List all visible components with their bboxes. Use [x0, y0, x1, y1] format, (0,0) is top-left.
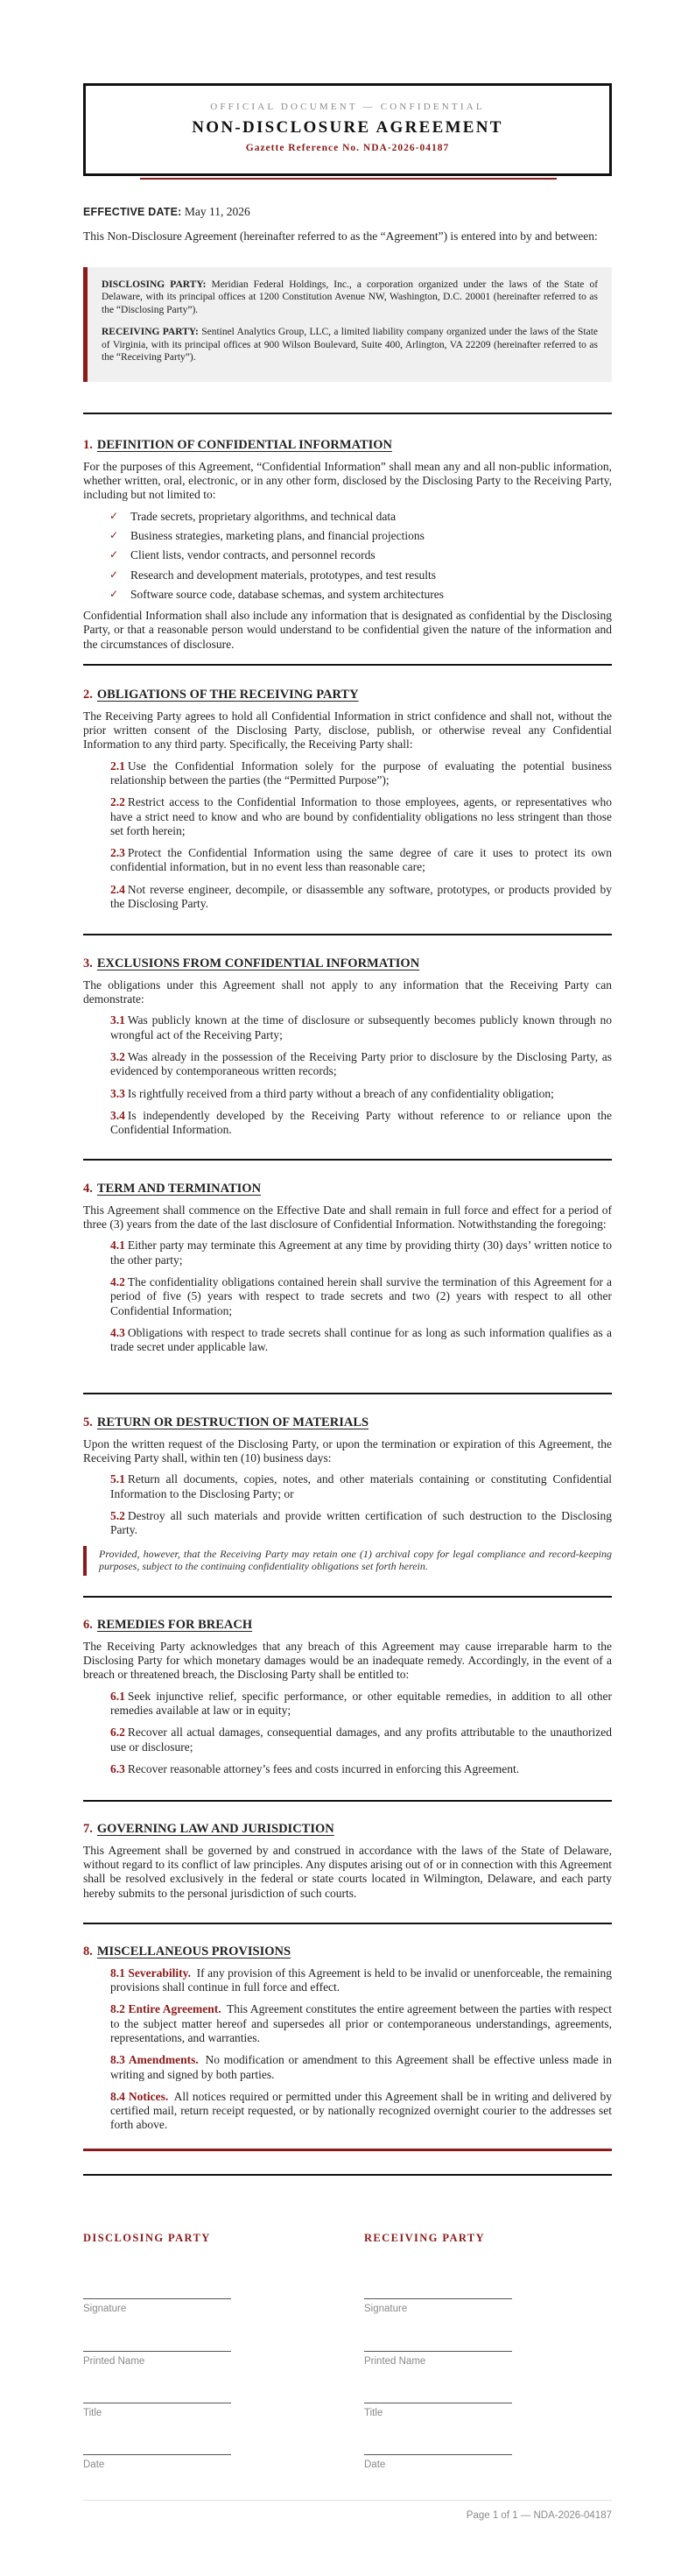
clause-text: Recover all actual damages, consequential damages, and any profits attributable to the unauthorized use or disclosure; — [110, 1726, 612, 1754]
clause-text: Restrict access to the Confidential Information to those employees, agents, or representatives who have a strict need to know and who are bound by confidentiality obligations no less stringent than those set forth herein; — [110, 795, 612, 837]
clause — [110, 1239, 612, 1267]
signature-label: Signature — [83, 2304, 127, 2314]
disclosing-party-text: Meridian Federal Holdings, Inc., a corporation organized under the laws of the State of Delaware, with its principal offices at 1200 Constitution Avenue NW, Washington, D.C. 20001 (hereinafter referred to as the “Disclosing Party”). — [102, 279, 599, 315]
disclosing-party — [102, 279, 598, 316]
clause-number: 3.1 — [110, 1013, 125, 1027]
date-line[interactable] — [364, 2454, 512, 2455]
date-label: Date — [364, 2460, 386, 2470]
section-heading — [83, 1822, 612, 1838]
section-1 — [83, 438, 612, 659]
section-paragraph: Confidential Information shall also include any information that is designated as confidential by the Disclosing Party, or that a reasonable person would understand to be confidential given the nature of the information and the circumstances of disclosure. — [83, 609, 612, 651]
section-title: TERM AND TERMINATION — [96, 1182, 262, 1196]
section-paragraph: The obligations under this Agreement shall not apply to any information that the Receiving Party can demonstrate: — [83, 977, 612, 1006]
list-item — [109, 548, 612, 562]
section-paragraph: The Receiving Party acknowledges that any breach of this Agreement may cause irreparable harm to the Disclosing Party for which monetary damages would be an inadequate remedy. Accordingly, in the event of a breach or threatened breach, the Disclosing Party shall be entitled to: — [83, 1639, 612, 1682]
disclosing-party-label: DISCLOSING PARTY: — [102, 279, 207, 290]
list-item-text: Research and development materials, prototypes, and test results — [130, 568, 437, 582]
section-2 — [83, 688, 612, 919]
clause-list — [110, 1013, 612, 1137]
document-title: NON-DISCLOSURE AGREEMENT — [192, 118, 503, 138]
date-label: Date — [83, 2460, 105, 2470]
check-icon: ✓ — [109, 548, 119, 561]
clause-number: 4.2 — [110, 1274, 125, 1288]
section-title: RETURN OR DESTRUCTION OF MATERIALS — [96, 1415, 369, 1429]
clause-text: The confidentiality obligations contained herein shall survive the termination of this Agreement for a period of five (5) years with respect to trade secrets and two (2) years with respect to all other Confidential Information; — [110, 1274, 612, 1317]
clause-number: 8.2 Entire Agreement. — [110, 2002, 221, 2016]
receiving-party-text: Sentinel Analytics Group, LLC, a limited liability company organized under the laws of the State of Virginia, with its principal offices at 900 Wilson Boulevard, Suite 400, Arlington, VA 22209 (hereinafter referred to as the “Receiving Party”). — [102, 327, 598, 363]
section-heading — [83, 688, 612, 703]
section-number: 1. — [83, 438, 93, 452]
clause — [110, 1050, 612, 1079]
clause-text: Was publicly known at the time of disclosure or subsequently becomes publicly known through no wrongful act of the Receiving Party; — [110, 1013, 612, 1041]
header-kicker: OFFICIAL DOCUMENT — CONFIDENTIAL — [210, 102, 485, 112]
check-icon: ✓ — [109, 528, 119, 541]
list-item-text: Software source code, database schemas, and system architectures — [130, 587, 444, 601]
document-header — [83, 83, 612, 176]
signature-block-heading: DISCLOSING PARTY — [83, 2232, 211, 2244]
clause-list — [110, 1472, 612, 1537]
receiving-party-signature-block — [364, 2232, 627, 2470]
clause — [110, 1762, 612, 1776]
section-divider — [83, 934, 612, 935]
section-5 — [83, 1415, 612, 1576]
section-3 — [83, 956, 612, 1145]
clause-text: All notices required or permitted under this Agreement shall be in writing and delivered by certified mail, return receipt requested, or by nationally recognized overnight courier to the addresses set forth above. — [110, 2089, 612, 2132]
section-title: REMEDIES FOR BREACH — [96, 1618, 253, 1632]
clause-number: 5.2 — [110, 1508, 125, 1522]
signature-line[interactable] — [364, 2298, 512, 2299]
receiving-party-label: RECEIVING PARTY: — [102, 327, 199, 338]
section-title: GOVERNING LAW AND JURISDICTION — [96, 1822, 334, 1836]
clause — [110, 1013, 612, 1042]
clause-number: 3.4 — [110, 1108, 125, 1122]
section-divider — [83, 413, 612, 414]
parties-panel — [83, 267, 612, 382]
section-title: MISCELLANEOUS PROVISIONS — [96, 1944, 291, 1958]
date-line[interactable] — [83, 2454, 231, 2455]
list-item — [109, 510, 612, 524]
clause-text: Either party may terminate this Agreement at any time by providing thirty (30) days’ written notice to the other party; — [110, 1239, 612, 1267]
clause — [110, 795, 612, 838]
section-heading — [83, 956, 612, 972]
clause-text: Protect the Confidential Information using the same degree of care it uses to protect its own confidential information, but in no event less than reasonable care; — [110, 846, 612, 874]
clause-number: 5.1 — [110, 1472, 125, 1486]
section-heading — [83, 438, 612, 454]
clause — [110, 846, 612, 875]
clause-number: 8.1 Severability. — [110, 1966, 192, 1980]
clause-number: 4.3 — [110, 1325, 125, 1339]
clause-number: 6.1 — [110, 1689, 125, 1703]
section-divider — [83, 1923, 612, 1924]
title-label: Title — [83, 2408, 102, 2418]
clause-number: 2.1 — [110, 759, 125, 773]
clause-text: Seek injunctive relief, specific performance, or other equitable remedies, in addition to all other remedies available at law or in equity; — [110, 1689, 612, 1717]
section-number: 7. — [83, 1822, 93, 1836]
gazette-reference: Gazette Reference No. NDA-2026-04187 — [245, 143, 450, 154]
printed-name-label: Printed Name — [83, 2356, 145, 2367]
clause-text: If any provision of this Agreement is held to be invalid or unenforceable, the remaining provisions shall continue in full force and effect. — [110, 1966, 612, 1994]
page-footer: Page 1 of 1 — NDA-2026-04187 — [466, 2510, 612, 2521]
clause-number: 2.4 — [110, 882, 125, 896]
section-4 — [83, 1182, 612, 1362]
clause-list — [110, 759, 612, 912]
list-item — [109, 529, 612, 543]
clause — [110, 1966, 612, 1995]
clause — [110, 1472, 612, 1501]
clause-text: Not reverse engineer, decompile, or disassemble any software, prototypes, or products provided by the Disclosing Party. — [110, 882, 612, 911]
clause-number: 8.4 Notices. — [110, 2089, 169, 2103]
section-number: 3. — [83, 956, 93, 970]
printed-name-label: Printed Name — [364, 2356, 426, 2367]
clause-text: Recover reasonable attorney’s fees and costs incurred in enforcing this Agreement. — [127, 1761, 520, 1775]
section-heading — [83, 1618, 612, 1634]
list-item — [109, 588, 612, 602]
section-divider — [83, 664, 612, 666]
header-divider — [140, 178, 557, 180]
clause — [110, 883, 612, 912]
clause-text: Destroy all such materials and provide written certification of such destruction to the Disclosing Party. — [110, 1508, 612, 1537]
clause — [110, 2053, 612, 2082]
clause-number: 2.2 — [110, 795, 125, 809]
clause — [110, 1275, 612, 1318]
list-item — [109, 568, 612, 582]
clause-text: Return all documents, copies, notes, and other materials containing or constituting Confidential Information to the Disclosing Party; or — [110, 1472, 612, 1500]
effective-date-label: EFFECTIVE DATE: — [83, 206, 182, 218]
clause-text: Is rightfully received from a third party without a breach of any confidentiality obligation; — [127, 1086, 554, 1100]
clause-list — [110, 1966, 612, 2133]
section-paragraph: This Agreement shall commence on the Effective Date and shall remain in full force and effect for a period of three (3) years from the date of the last disclosure of Confidential Information. Notwithstanding the foregoing: — [83, 1203, 612, 1231]
effective-date: May 11, 2026 — [184, 205, 250, 218]
section-divider — [83, 1393, 612, 1394]
clause — [110, 1109, 612, 1138]
clause-list — [110, 1690, 612, 1777]
section-8 — [83, 1944, 612, 2141]
confidential-items-list — [109, 510, 612, 603]
check-icon: ✓ — [109, 509, 119, 522]
clause-number: 2.3 — [110, 846, 125, 860]
clause-text: Obligations with respect to trade secrets shall continue for as long as such information qualifies as a trade secret under applicable law. — [110, 1325, 612, 1354]
section-title: EXCLUSIONS FROM CONFIDENTIAL INFORMATION — [96, 956, 420, 970]
section-divider — [83, 1800, 612, 1802]
clause-number: 8.3 Amendments. — [110, 2053, 199, 2067]
check-icon: ✓ — [109, 568, 119, 581]
section-title: DEFINITION OF CONFIDENTIAL INFORMATION — [96, 438, 393, 452]
section-7 — [83, 1822, 612, 1908]
clause-text: Is independently developed by the Receiving Party without reference to or reliance upon the Confidential Information. — [110, 1108, 612, 1137]
section-paragraph: Upon the written request of the Disclosing Party, or upon the termination or expiration of this Agreement, the Receiving Party shall, within ten (10) business days: — [83, 1436, 612, 1464]
signature-block-heading: RECEIVING PARTY — [364, 2232, 486, 2244]
section-heading — [83, 1944, 612, 1960]
signature-divider-top — [83, 2149, 612, 2151]
section-number: 8. — [83, 1944, 93, 1958]
clause — [110, 1326, 612, 1355]
section-6 — [83, 1618, 612, 1784]
signature-line[interactable] — [83, 2298, 231, 2299]
section-number: 5. — [83, 1415, 93, 1429]
clause-number: 6.3 — [110, 1761, 125, 1775]
section-paragraph: For the purposes of this Agreement, “Confidential Information” shall mean any and all non-public information, whether written, oral, electronic, or in any other form, disclosed by the Disclosing Party to the Receiving Party, including but not limited to: — [83, 459, 612, 502]
proviso-note: Provided, however, that the Receiving Party may retain one (1) archival copy for legal compliance and record-keeping purposes, subject to the continuing confidentiality obligations set forth herein. — [83, 1546, 612, 1576]
printed-name-line[interactable] — [364, 2351, 512, 2352]
section-divider — [83, 1159, 612, 1161]
clause — [110, 1726, 612, 1754]
effective-date-line — [83, 205, 612, 219]
footer-divider — [83, 2500, 612, 2501]
printed-name-line[interactable] — [83, 2351, 231, 2352]
clause-text: Was already in the possession of the Receiving Party prior to disclosure by the Disclosing Party, as evidenced by contemporaneous written records; — [110, 1049, 612, 1078]
list-item-text: Business strategies, marketing plans, and financial projections — [130, 528, 425, 542]
signature-label: Signature — [364, 2304, 408, 2314]
clause — [110, 1509, 612, 1538]
disclosing-party-signature-block — [83, 2232, 346, 2470]
clause — [110, 2002, 612, 2045]
list-item-text: Trade secrets, proprietary algorithms, and technical data — [130, 509, 397, 523]
intro — [83, 205, 612, 244]
section-number: 2. — [83, 688, 93, 702]
clause — [110, 759, 612, 788]
section-heading — [83, 1415, 612, 1431]
clause-number: 3.3 — [110, 1086, 125, 1100]
section-paragraph: The Receiving Party agrees to hold all Confidential Information in strict confidence and shall not, without the prior written consent of the Disclosing Party, disclose, publish, or otherwise reveal any Confidential Information to any third party. Specifically, the Receiving Party shall: — [83, 709, 612, 752]
clause — [110, 1087, 612, 1101]
intro-paragraph: This Non-Disclosure Agreement (hereinafter referred to as the “Agreement”) is entered into by and between: — [83, 229, 598, 243]
receiving-party — [102, 326, 598, 363]
title-label: Title — [364, 2408, 383, 2418]
check-icon: ✓ — [109, 587, 119, 600]
clause-list — [110, 1239, 612, 1354]
section-heading — [83, 1182, 612, 1197]
section-number: 4. — [83, 1182, 93, 1196]
section-paragraph: This Agreement shall be governed by and construed in accordance with the laws of the State of Delaware, without regard to its conflict of law principles. Any disputes arising out of or in connection with this Agreement shall be resolved exclusively in the federal or state courts located in Wilmington, Delaware, and each party hereby submits to the personal jurisdiction of such courts. — [83, 1843, 613, 1900]
clause-text: Use the Confidential Information solely for the purpose of evaluating the potential business relationship between the parties (the “Permitted Purpose”); — [110, 759, 612, 787]
clause-number: 4.1 — [110, 1239, 125, 1253]
clause-number: 3.2 — [110, 1049, 125, 1063]
section-title: OBLIGATIONS OF THE RECEIVING PARTY — [96, 688, 359, 702]
section-number: 6. — [83, 1618, 93, 1632]
clause-number: 6.2 — [110, 1726, 125, 1740]
clause — [110, 2090, 612, 2133]
clause — [110, 1690, 612, 1719]
clause-text: No modification or amendment to this Agreement shall be effective unless made in writing and signed by both parties. — [110, 2053, 612, 2081]
signature-divider — [83, 2174, 612, 2176]
list-item-text: Client lists, vendor contracts, and personnel records — [130, 548, 376, 562]
section-divider — [83, 1596, 612, 1598]
clause-text: This Agreement constitutes the entire agreement between the parties with respect to the subject matter hereof and supersedes all prior or contemporaneous understandings, agreements, representations, and warranties. — [110, 2002, 612, 2044]
